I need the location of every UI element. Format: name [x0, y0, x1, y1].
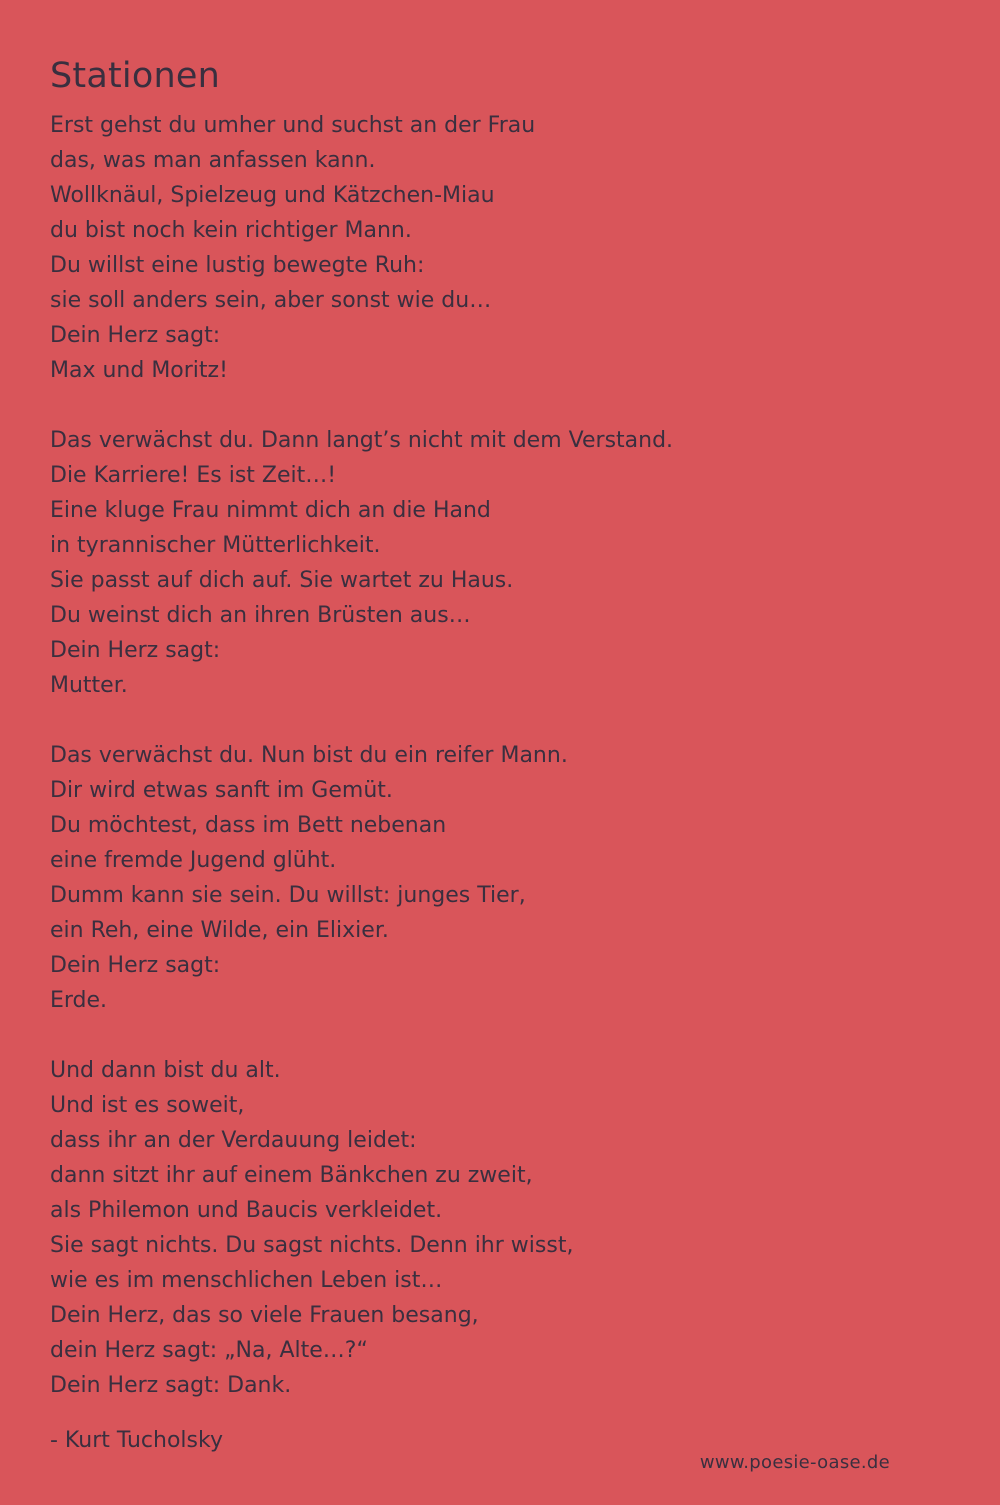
- poem-line: Du weinst dich an ihren Brüsten aus…: [50, 603, 471, 628]
- poem-title: Stationen: [50, 56, 220, 96]
- poem-line: Dein Herz, das so viele Frauen besang,: [50, 1303, 479, 1328]
- poem-author: - Kurt Tucholsky: [50, 1428, 223, 1453]
- poem-line: Du möchtest, dass im Bett nebenan: [50, 813, 447, 838]
- poem-line: Und dann bist du alt.: [50, 1058, 281, 1083]
- poem-line: Mutter.: [50, 673, 128, 698]
- poem-line: Max und Moritz!: [50, 358, 228, 383]
- poem-line: Die Karriere! Es ist Zeit…!: [50, 463, 337, 488]
- poem-line: eine fremde Jugend glüht.: [50, 848, 337, 873]
- poem-line: in tyrannischer Mütterlichkeit.: [50, 533, 381, 558]
- poem-line: Dein Herz sagt:: [50, 638, 221, 663]
- poem-line: Sie sagt nichts. Du sagst nichts. Denn ihr wisst,: [50, 1233, 574, 1258]
- poem-line: Dein Herz sagt:: [50, 953, 221, 978]
- poem-line: Dein Herz sagt: Dank.: [50, 1373, 292, 1398]
- poem-line: Das verwächst du. Nun bist du ein reifer Mann.: [50, 743, 568, 768]
- poem-line: Dein Herz sagt:: [50, 323, 221, 348]
- poem-line: Du willst eine lustig bewegte Ruh:: [50, 253, 425, 278]
- poem-stanza: [50, 423, 950, 703]
- poem-line: dass ihr an der Verdauung leidet:: [50, 1128, 417, 1153]
- poem-line: als Philemon und Baucis verkleidet.: [50, 1198, 443, 1223]
- poem-body: [50, 108, 950, 1438]
- poem-stanza: [50, 108, 950, 388]
- poem-line: dann sitzt ihr auf einem Bänkchen zu zweit,: [50, 1163, 533, 1188]
- poem-line: Erde.: [50, 988, 108, 1013]
- poem-line: ein Reh, eine Wilde, ein Elixier.: [50, 918, 389, 943]
- poem-line: dein Herz sagt: „Na, Alte…?“: [50, 1338, 368, 1363]
- website-url[interactable]: www.poesie-oase.de: [699, 1452, 890, 1473]
- poem-line: Und ist es soweit,: [50, 1093, 245, 1118]
- poem-line: Sie passt auf dich auf. Sie wartet zu Haus.: [50, 568, 514, 593]
- poem-stanza: [50, 738, 950, 1018]
- poem-line: Dir wird etwas sanft im Gemüt.: [50, 778, 393, 803]
- poem-stanza: [50, 1053, 950, 1403]
- poem-line: das, was man anfassen kann.: [50, 148, 376, 173]
- poem-line: du bist noch kein richtiger Mann.: [50, 218, 412, 243]
- poem-line: wie es im menschlichen Leben ist…: [50, 1268, 443, 1293]
- poem-line: Wollknäul, Spielzeug und Kätzchen-Miau: [50, 183, 495, 208]
- poem-line: Eine kluge Frau nimmt dich an die Hand: [50, 498, 491, 523]
- poem-line: sie soll anders sein, aber sonst wie du…: [50, 288, 492, 313]
- poem-line: Das verwächst du. Dann langt’s nicht mit dem Verstand.: [50, 428, 674, 453]
- poem-line: Dumm kann sie sein. Du willst: junges Tier,: [50, 883, 526, 908]
- poem-line: Erst gehst du umher und suchst an der Frau: [50, 113, 536, 138]
